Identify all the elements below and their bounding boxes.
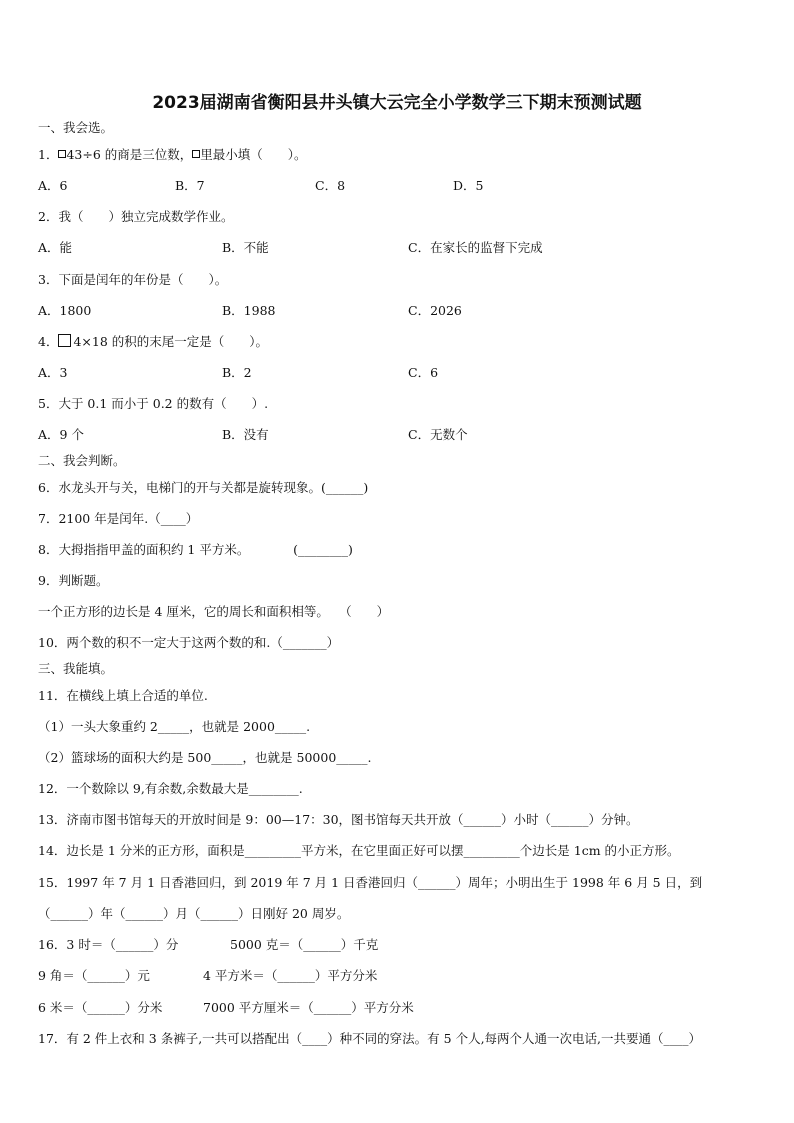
question-10: 10．两个数的积不一定大于这两个数的和.（_______） [38,635,340,650]
question-14: 14．边长是 1 分米的正方形，面积是_________平方米，在它里面正好可以摆_________个边长是 1cm 的小正方形。 [38,843,680,858]
option-b: B．1988 [222,303,276,318]
option-a: A．6 [38,178,68,193]
blank-square-icon [58,334,71,347]
question-text: 里最小填（ ）。 [200,147,307,162]
question-1 [38,147,307,163]
option-c: C．6 [408,365,439,380]
question-11: 11．在横线上填上合适的单位. [38,688,208,703]
option-b: B．没有 [222,427,269,442]
option-c: C．在家长的监督下完成 [408,240,543,255]
option-a: A．1800 [38,303,92,318]
section-heading: 三、我能填。 [38,661,114,676]
question-text: 43÷6 的商是三位数， [66,147,193,162]
question-7: 7．2100 年是闰年.（____） [38,511,199,526]
question-number: 4． [38,334,59,349]
option-a: A．3 [38,365,68,380]
question-16-item: 4 平方米＝（______）平方分米 [203,968,378,983]
question-9: 9．判断题。 [38,573,109,588]
question-text: 4×18 的积的末尾一定是（ ）。 [73,334,269,349]
page-title: 2023届湖南省衡阳县井头镇大云完全小学数学三下期末预测试题 [152,93,642,113]
question-12: 12．一个数除以 9,有余数,余数最大是________. [38,781,303,796]
question-16-item: 9 角＝（______）元 [38,968,150,983]
question-15-line-1: 15．1997 年 7 月 1 日香港回归，到 2019 年 7 月 1 日香港回归（______）周年；小明出生于 1998 年 6 月 5 日，到 [38,875,703,890]
option-a: A．9 个 [38,427,84,442]
question-number: 1． [38,147,59,162]
option-a: A．能 [38,240,73,255]
question-16-item: 6 米＝（______）分米 [38,1000,163,1015]
option-b: B．2 [222,365,252,380]
question-6: 6．水龙头开与关，电梯门的开与关都是旋转现象。(______) [38,480,369,495]
section-heading: 二、我会判断。 [38,453,126,468]
question-15-line-2: （______）年（______）月（______）日刚好 20 周岁。 [38,906,350,921]
option-c: C．2026 [408,303,462,318]
option-b: B．不能 [222,240,269,255]
question-11-part-2: （2）篮球场的面积大约是 500_____，也就是 50000_____. [38,750,372,765]
question-17: 17．有 2 件上衣和 3 条裤子,一共可以搭配出（____）种不同的穿法。有 5 个人,每两个人通一次电话,一共要通（____） [38,1031,702,1046]
question-8: 8．大拇指指甲盖的面积约 1 平方米。 (________) [38,542,353,557]
option-b: B．7 [175,178,205,193]
question-5: 5．大于 0.1 而小于 0.2 的数有（ ）. [38,396,269,411]
question-2: 2．我（ ）独立完成数学作业。 [38,209,234,224]
option-c: C．无数个 [408,427,468,442]
question-13: 13．济南市图书馆每天的开放时间是 9：00—17：30，图书馆每天共开放（______）小时（______）分钟。 [38,812,639,827]
question-4 [38,334,268,350]
option-c: C．8 [315,178,346,193]
question-16-item: 16．3 时＝（______）分 [38,937,179,952]
question-3: 3．下面是闰年的年份是（ ）。 [38,272,228,287]
option-d: D．5 [453,178,484,193]
question-16-item: 5000 克＝（______）千克 [230,937,379,952]
question-16-item: 7000 平方厘米＝（______）平方分米 [203,1000,414,1015]
question-11-part-1: （1）一头大象重约 2_____，也就是 2000_____. [38,719,311,734]
question-9-body: 一个正方形的边长是 4 厘米，它的周长和面积相等。 （ ） [38,604,390,619]
section-heading: 一、我会选。 [38,120,114,135]
